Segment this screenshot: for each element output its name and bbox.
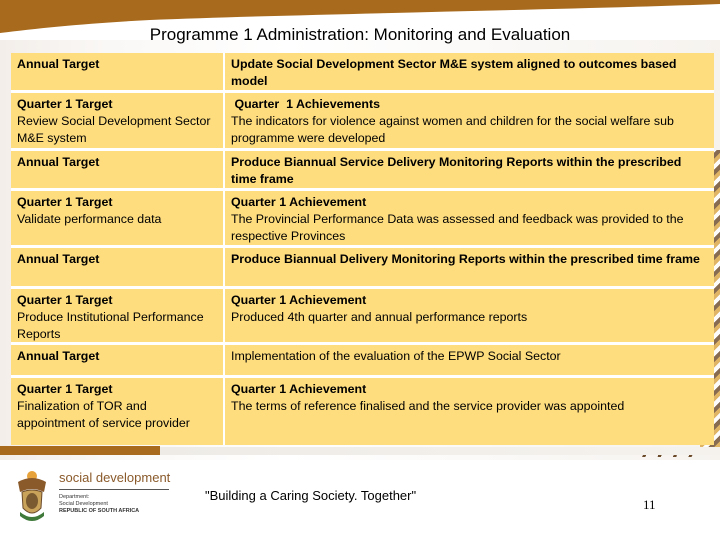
cell-heading: Quarter 1 Achievements [231,97,380,111]
cell-heading: Produce Biannual Service Delivery Monitoring Reports within the prescribed time frame [231,155,682,186]
footer-accent-bar [0,446,160,455]
cell-body: Implementation of the evaluation of the EPWP Social Sector [231,349,561,363]
target-cell [11,151,225,191]
table-row [11,191,714,248]
logo-line-name: Social Development [59,501,108,507]
cell-body: The Provincial Performance Data was assessed and feedback was provided to the respective Provinces [231,212,684,243]
table-row [11,93,714,151]
achievement-cell [225,289,714,345]
logo-name: social development [59,470,171,485]
target-cell [11,53,225,93]
cell-heading: Annual Target [17,252,100,266]
achievement-cell [225,53,714,93]
table-row [11,248,714,289]
targets-table [11,53,714,445]
logo-line-department: Department: [59,494,90,500]
footer-divider [160,447,720,455]
cell-body: Review Social Development Sector M&E system [17,114,211,145]
achievement-cell [225,93,714,151]
table-row [11,378,714,445]
target-cell [11,289,225,345]
achievement-cell [225,191,714,248]
cell-body: The terms of reference finalised and the service provider was appointed [231,399,625,413]
cell-heading: Annual Target [17,57,100,71]
cell-heading: Quarter 1 Target [17,195,113,209]
target-cell [11,378,225,445]
slide-title: Programme 1 Administration: Monitoring and Evaluation [149,25,571,44]
cell-heading: Quarter 1 Target [17,293,113,307]
cell-heading: Update Social Development Sector M&E system aligned to outcomes based model [231,57,677,88]
table-row [11,289,714,345]
cell-body: Produced 4th quarter and annual performance reports [231,310,528,324]
target-cell [11,93,225,151]
slogan: "Building a Caring Society. Together" [205,488,417,503]
cell-body: Validate performance data [17,212,162,226]
cell-body: The indicators for violence against women and children for the social welfare sub programme were developed [231,114,674,145]
achievement-cell [225,345,714,378]
logo-rule [59,489,169,490]
logo-line-country: REPUBLIC OF SOUTH AFRICA [59,508,140,514]
cell-heading: Produce Biannual Delivery Monitoring Reports within the prescribed time frame [231,252,700,266]
cell-body: Produce Institutional Performance Reports [17,310,204,341]
cell-heading: Quarter 1 Achievement [231,293,367,307]
table-row [11,53,714,93]
target-cell [11,248,225,289]
target-cell [11,191,225,248]
coat-of-arms-icon [14,468,50,526]
cell-heading: Quarter 1 Achievement [231,382,367,396]
page-number: 11 [643,497,656,512]
cell-heading: Annual Target [17,349,100,363]
cell-body: Finalization of TOR and appointment of service provider [17,399,190,430]
table-row [11,151,714,191]
achievement-cell [225,151,714,191]
achievement-cell [225,248,714,289]
table-row [11,345,714,378]
department-logo [14,468,171,528]
cell-heading: Quarter 1 Target [17,97,113,111]
target-cell [11,345,225,378]
cell-heading: Annual Target [17,155,100,169]
achievement-cell [225,378,714,445]
cell-heading: Quarter 1 Achievement [231,195,367,209]
cell-heading: Quarter 1 Target [17,382,113,396]
